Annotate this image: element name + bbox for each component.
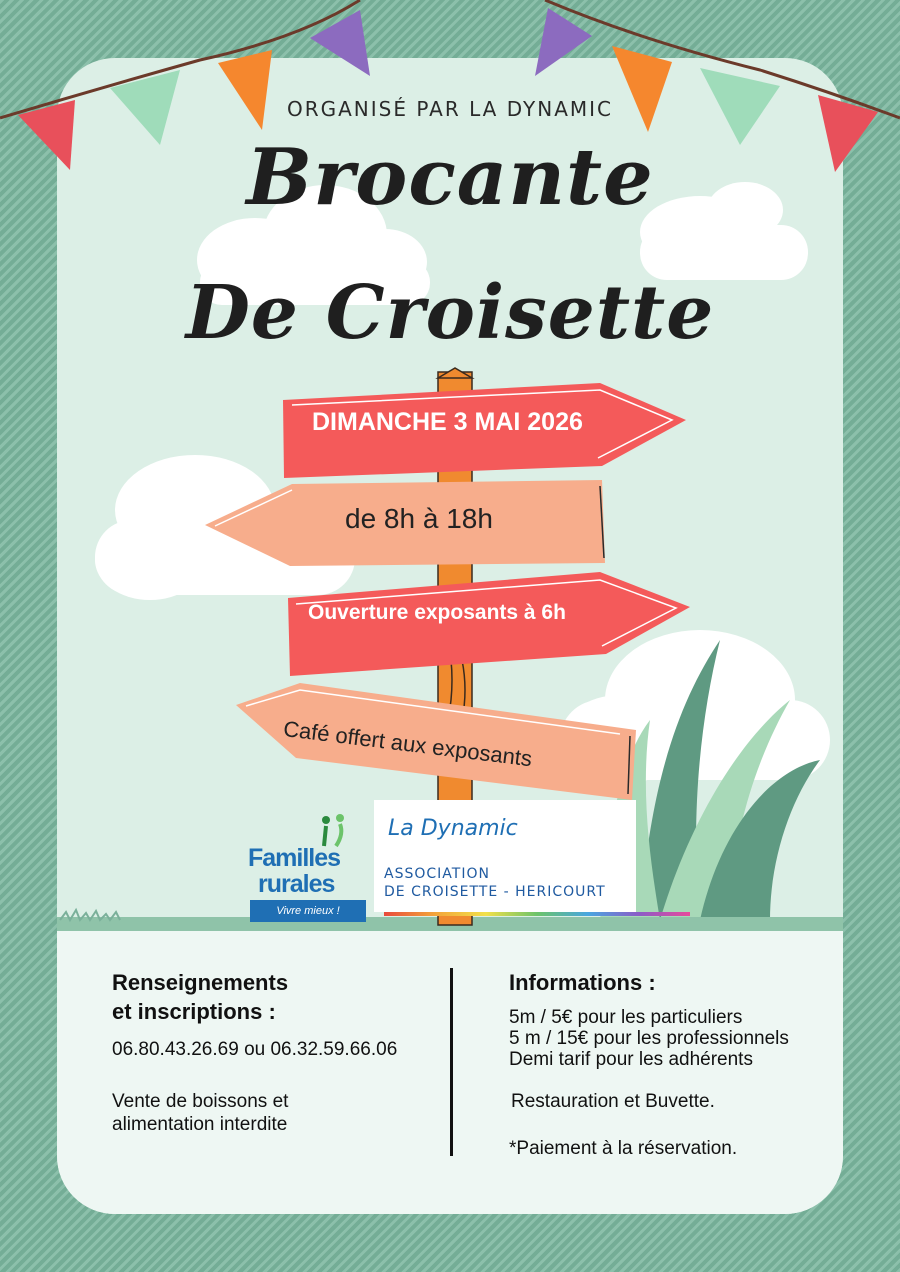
sign-date: DIMANCHE 3 MAI 2026 [312,408,583,436]
title-line-2: De Croisette [185,270,715,356]
la-dynamic-name: La Dynamic [388,816,518,841]
familles-rurales-logo [248,812,370,924]
contact-heading-2: et inscriptions : [112,999,276,1024]
la-dynamic-line1: ASSOCIATION [384,866,490,882]
la-dynamic-line2: DE CROISETTE - HERICOURT [384,884,606,900]
title-line-1: Brocante [246,132,654,223]
sign-coffee: Café offert aux exposants [281,716,534,772]
rainbow-bar [384,912,690,916]
familles-word: Familles [248,844,341,872]
rurales-word: rurales [258,870,335,898]
contact-note-2: alimentation interdite [112,1114,288,1135]
contact-note-1: Vente de boissons et [112,1091,289,1112]
contact-heading-1: Renseignements [112,970,289,995]
info-price-2: 5 m / 15€ pour les professionnels [509,1028,789,1049]
familles-tagline: Vivre mieux ! [250,900,366,922]
contact-phones: 06.80.43.26.69 ou 06.32.59.66.06 [112,1039,398,1060]
sign-exhibitors-open: Ouverture exposants à 6h [308,601,566,624]
info-price-1: 5m / 5€ pour les particuliers [509,1007,743,1028]
info-heading: Informations : [509,970,656,995]
figure-icon [314,812,354,848]
info-payment: *Paiement à la réservation. [509,1138,738,1159]
sign-hours: de 8h à 18h [345,503,493,534]
la-dynamic-logo [374,800,636,912]
column-divider [450,968,453,1156]
info-price-3: Demi tarif pour les adhérents [509,1049,753,1070]
organizer-line: ORGANISÉ PAR LA DYNAMIC [286,97,613,121]
info-food: Restauration et Buvette. [511,1091,715,1112]
